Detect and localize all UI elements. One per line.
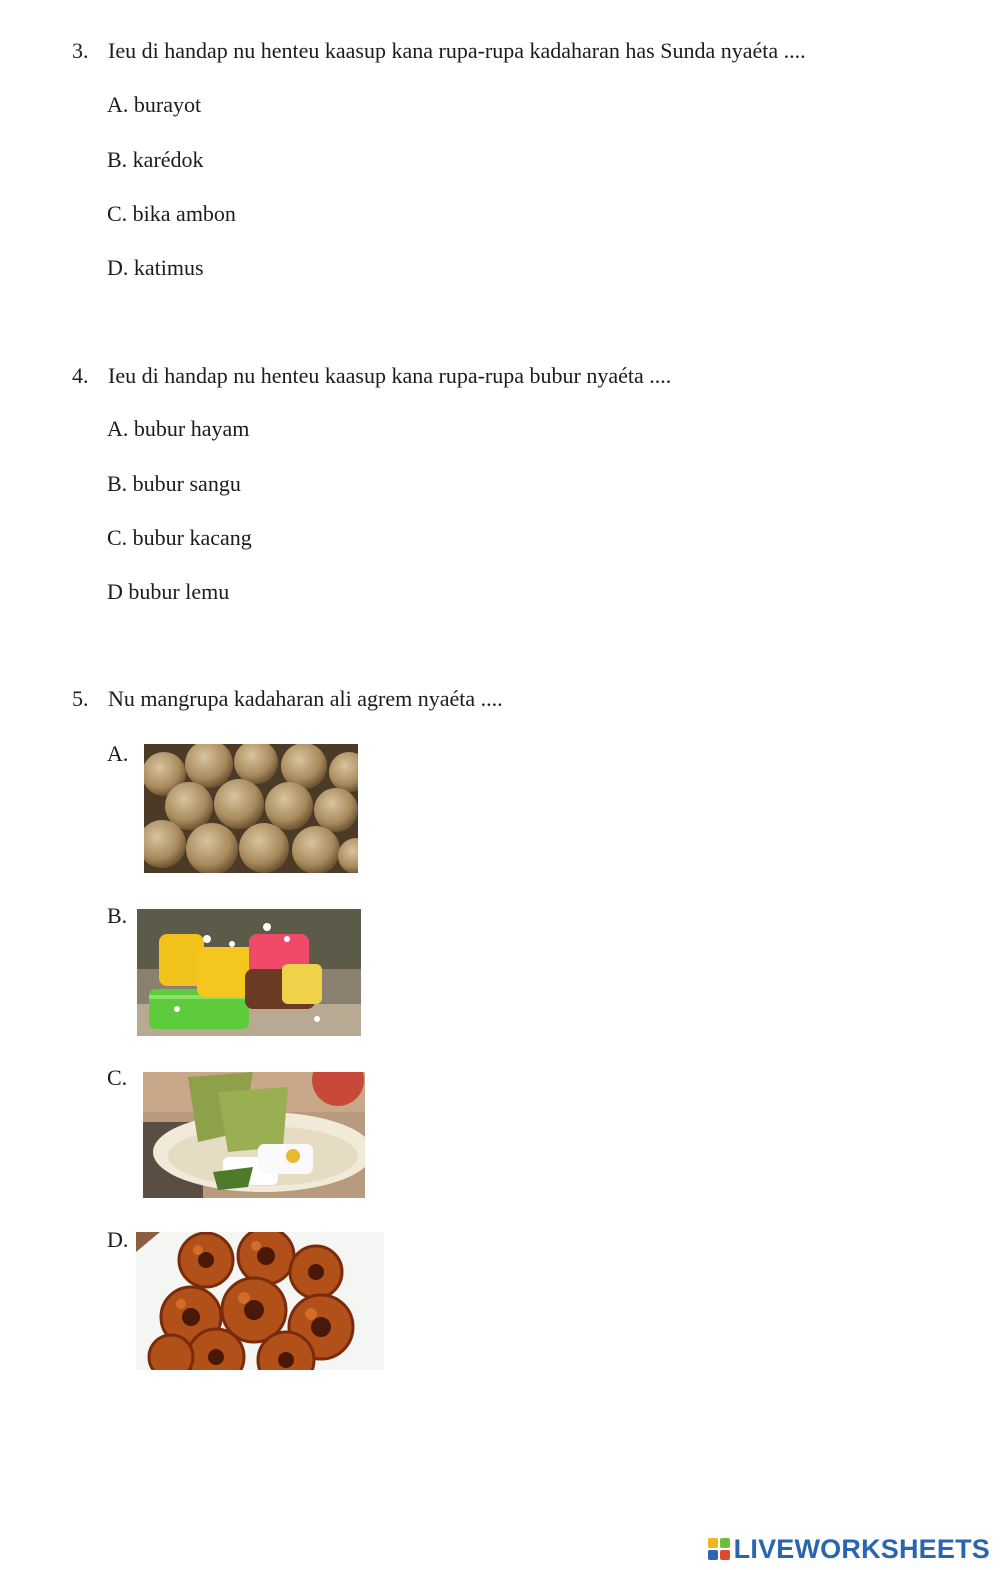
colorful-cakes-photo[interactable] bbox=[137, 909, 361, 1036]
brand-name: LIVEWORKSHEETS bbox=[733, 1533, 990, 1564]
option-5a[interactable]: A. bbox=[107, 741, 129, 766]
question-number: 3. bbox=[72, 38, 89, 63]
option-5c[interactable]: C. bbox=[107, 1065, 128, 1090]
question-3 bbox=[72, 38, 806, 64]
question-text: Nu mangrupa kadaharan ali agrem nyaéta .... bbox=[108, 686, 503, 711]
brand-logo bbox=[708, 1534, 990, 1564]
option-5b[interactable]: B. bbox=[107, 903, 128, 928]
option-3b[interactable]: B. karédok bbox=[107, 147, 204, 172]
onde-onde-photo[interactable] bbox=[144, 744, 358, 873]
option-5d[interactable]: D. bbox=[107, 1227, 129, 1252]
question-4 bbox=[72, 363, 671, 389]
option-3c[interactable]: C. bika ambon bbox=[107, 201, 236, 226]
leaf-wrapped-cakes-photo[interactable] bbox=[143, 1072, 365, 1198]
option-4d[interactable]: D bubur lemu bbox=[107, 579, 230, 604]
option-3a[interactable]: A. burayot bbox=[107, 92, 202, 117]
question-text: Ieu di handap nu henteu kaasup kana rupa-rupa kadaharan has Sunda nyaéta .... bbox=[108, 38, 806, 63]
option-3d[interactable]: D. katimus bbox=[107, 255, 204, 280]
ring-fried-cakes-photo[interactable] bbox=[136, 1232, 384, 1370]
option-4a[interactable]: A. bubur hayam bbox=[107, 416, 250, 441]
option-4b[interactable]: B. bubur sangu bbox=[107, 471, 241, 496]
option-4c[interactable]: C. bubur kacang bbox=[107, 525, 252, 550]
question-5 bbox=[72, 686, 503, 712]
liveworksheets-logo-icon bbox=[708, 1538, 730, 1560]
question-text: Ieu di handap nu henteu kaasup kana rupa-rupa bubur nyaéta .... bbox=[108, 363, 672, 388]
question-number: 4. bbox=[72, 363, 89, 388]
question-number: 5. bbox=[72, 686, 89, 711]
